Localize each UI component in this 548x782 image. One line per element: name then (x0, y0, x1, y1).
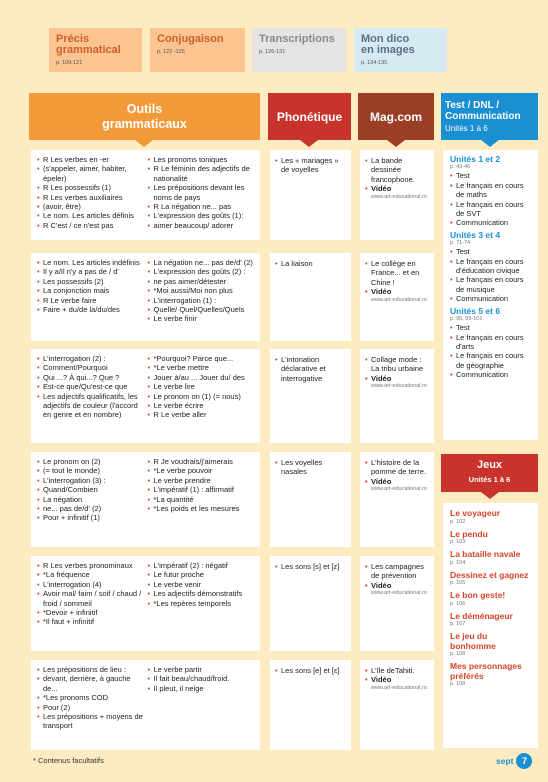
outils-item: • L'interrogation (4) (37, 580, 144, 589)
mag-url: www.art-educational.ro (371, 296, 427, 303)
header-mag-text: Mag.com (369, 109, 422, 124)
outils-item: • L'interrogation (3) : (37, 476, 144, 485)
phonetique-cell-4 (270, 452, 351, 547)
outils-left-list (37, 258, 144, 336)
game-name: La bataille navale (450, 549, 521, 559)
game-page: p. 107 (450, 621, 466, 627)
phonetique-cell-2 (270, 253, 351, 341)
outils-item: • Le verbe venir (148, 580, 255, 589)
units-card (443, 150, 538, 440)
tab-pages: p. 134-135 (361, 60, 388, 66)
tab-title: Précis grammatical (56, 33, 121, 56)
outils-item: • *Les poids et les mesures (148, 504, 255, 513)
tab-2 (252, 28, 346, 72)
outils-item: • Quand/Combien (37, 485, 144, 494)
header-test-sub: Unités 1 à 6 (445, 123, 488, 133)
arrow-outils (135, 140, 153, 147)
outils-item: • devant, derrière, à gauche de... (37, 674, 144, 693)
outils-item: • ne pas aimer/détester (148, 277, 255, 286)
outils-item: • Comment/Pourquoi (37, 363, 144, 372)
outils-left-list (37, 561, 144, 646)
mag-list (365, 562, 429, 590)
game-page: p. 106 (450, 600, 466, 607)
outils-left-list (37, 354, 144, 438)
outils-item: • La négation (37, 495, 144, 504)
outils-item: • ne... pas de/d' (2) (37, 504, 144, 513)
outils-item: • L'interrogation (2) : (37, 354, 144, 363)
outils-item: • R La négation ne... pas (148, 202, 255, 211)
outils-right-list (148, 457, 255, 542)
mag-item: • Le collège en France... et en Chine ! (365, 259, 429, 287)
outils-item: • R Je voudrais/j'aimerais (148, 457, 255, 466)
outils-item: • Pour + infinitif (1) (37, 513, 144, 522)
game-page: p. 108 (450, 681, 466, 687)
game-name: Le bon geste! (450, 590, 506, 600)
outils-right-list (148, 665, 255, 745)
game-name: Le jeu du bonhomme (450, 631, 496, 651)
mag-list (365, 259, 429, 297)
header-phonetique-text: Phonétique (276, 109, 343, 124)
unit-items (450, 171, 531, 227)
unit-item: • Le français en cours de musique (450, 275, 531, 294)
outils-item: • aimer beaucoup/ adorer (148, 221, 255, 230)
arrow-jeux (481, 492, 499, 499)
outils-item: • Qui ...? À qui...? Que ? (37, 373, 144, 382)
outils-item: • Le nom. Les articles définis (37, 211, 144, 220)
outils-right-list (148, 354, 255, 438)
mag-video: • Vidéo (365, 287, 429, 296)
outils-item: • *Le verbe mettre (148, 363, 255, 372)
outils-item: • Est-ce que/Qu'est-ce que (37, 382, 144, 391)
phonetique-list (275, 562, 346, 571)
mag-item: • L'île deTahiti. (365, 666, 429, 675)
mag-cell-3 (360, 349, 434, 443)
outils-item: • R Le verbe faire (37, 296, 144, 305)
mag-cell-1 (360, 150, 434, 240)
mag-cell-6 (360, 660, 434, 750)
unit-title: Unités 1 et 2 (450, 154, 501, 164)
outils-item: • R Les verbes pronominaux (37, 561, 144, 570)
outils-left-list (37, 155, 144, 235)
phonetique-item: • Les sons [e] et [ɛ] (275, 666, 346, 675)
game-name: Le voyageur (450, 508, 501, 518)
game-name: Mes personnages préférés (450, 661, 522, 681)
mag-url: www.art-educational.ro (371, 193, 427, 200)
mag-list (365, 458, 429, 486)
unit-title: Unités 5 et 6 (450, 305, 501, 316)
outils-item: • Le futur proche (148, 570, 255, 579)
game-page: p. 103 (450, 539, 466, 545)
outils-cell-5 (31, 556, 260, 651)
outils-item: • R C'est / ce n'est pas (37, 221, 144, 230)
tab-title: Transcriptions (259, 33, 335, 45)
outils-item: • Faire + du/de la/du/des (37, 305, 144, 314)
outils-item: • (avoir, être) (37, 202, 144, 211)
unit-title: Unités 3 et 4 (450, 229, 501, 240)
arrow-phonetique (300, 140, 318, 147)
outils-item: • R Les verbes en -er (37, 155, 144, 164)
outils-item: • Il fait beau/chaud/froid. (148, 674, 255, 683)
outils-item: • Le pronom on (2) (37, 457, 144, 466)
outils-item: • *Moi aussi/Moi non plus (148, 286, 255, 295)
phonetique-item: • Les « mariages » de voyelles (275, 156, 346, 175)
outils-item: • Le pronom on (1) (= nous) (148, 392, 255, 401)
outils-item: • L'impératif (2) : négatif (148, 561, 255, 570)
outils-item: • Les adjectifs démonstratifs (148, 589, 255, 598)
outils-item: • Le verbe lire (148, 382, 255, 391)
outils-item: • Pour (2) (37, 703, 144, 712)
tab-pages: p. 122 -125 (157, 49, 185, 55)
outils-item: • L'interrogation (1) : (148, 296, 255, 305)
mag-url: www.art-educational.ro (371, 590, 427, 597)
tab-pages: p. 126-131 (259, 49, 286, 55)
header-test-title: Test / DNL / Communication (445, 99, 521, 122)
phonetique-item: • La liaison (275, 259, 346, 268)
unit-pages: p. 71-74 (450, 240, 471, 247)
unit-item: • Le français en cours d'éducation civique (450, 257, 531, 276)
outils-item: • R Le féminin des adjectifs de nationalité (148, 164, 255, 183)
header-outils-text: Outils grammaticaux (102, 101, 187, 131)
mag-url: www.art-educational.ro (371, 486, 427, 493)
arrow-mag (387, 140, 405, 147)
phonetique-list (275, 259, 346, 268)
game-page: p. 104 (450, 559, 466, 566)
outils-item: • *Les repères temporels (148, 599, 255, 608)
outils-item: • Les possessifs (2) (37, 277, 144, 286)
outils-right-list (148, 258, 255, 336)
game-page: p. 108 (450, 651, 466, 657)
outils-item: • Il y a/Il n'y a pas de / d' (37, 267, 144, 276)
unit-item: • Test (450, 247, 531, 256)
phonetique-list (275, 156, 346, 175)
phonetique-list (275, 355, 346, 383)
unit-item: • Le français en cours d'arts (450, 333, 531, 352)
outils-item: • *Il faut + infinitif (37, 617, 144, 626)
outils-item: • R Le verbe aller (148, 410, 255, 419)
game-page: p. 102 (450, 518, 466, 525)
outils-item: • *La quantité (148, 495, 255, 504)
outils-item: • Les prépositions + moyens de transport (37, 712, 144, 731)
outils-item: • Le verbe partir (148, 665, 255, 674)
unit-item: • Test (450, 171, 531, 180)
game-name: Le pendu (450, 528, 488, 539)
phonetique-item: • L'intonation déclarative et interrogative (275, 355, 346, 383)
mag-url: www.art-educational.ro (371, 684, 427, 691)
outils-item: • L'expression des goûts (1): (148, 211, 255, 220)
outils-item: • L'impératif (1) : affirmatif (148, 485, 255, 494)
outils-cell-4 (31, 452, 260, 547)
mag-list (365, 355, 429, 383)
game-name: Le déménageur (450, 610, 513, 621)
phonetique-item: • Les voyelles nasales (275, 458, 346, 477)
outils-item: • *Devoir + infinitif (37, 608, 144, 617)
unit-item: • Communication (450, 370, 531, 379)
outils-item: • (s'appeler, aimer, habiter, épeler) (37, 164, 144, 183)
jeux-title: Jeux (476, 459, 503, 471)
outils-item: • Quelle/ Quel/Quelles/Quels (148, 305, 255, 314)
tab-0 (49, 28, 142, 72)
arrow-test (481, 140, 499, 147)
mag-item: • L'histoire de la pomme de terre. (365, 458, 429, 477)
page-number: 7 (516, 753, 532, 769)
outils-left-list (37, 665, 144, 745)
footnote: * Contenus facultatifs (33, 756, 104, 765)
header-test (441, 93, 538, 140)
unit-item: • Le français en cours de géographie (450, 351, 531, 370)
phonetique-cell-5 (270, 556, 351, 651)
outils-item: • Les adjectifs qualificatifs, les adjectifs de couleur (l'accord en genre et en nombre) (37, 392, 144, 420)
outils-item: • Le verbe finir (148, 314, 255, 323)
outils-item: • *Pourquoi? Parce que... (148, 354, 255, 363)
header-mag (358, 93, 434, 140)
header-outils (29, 93, 260, 140)
unit-item: • Communication (450, 294, 531, 303)
jeux-sub: Unités 1 à 6 (468, 475, 511, 484)
outils-item: • *La fréquence (37, 570, 144, 579)
mag-video: • Vidéo (365, 184, 429, 193)
mag-list (365, 156, 429, 194)
phonetique-list (275, 666, 346, 675)
unit-pages: p. 43-46 (450, 164, 471, 171)
page-footer (496, 753, 532, 769)
outils-cell-1 (31, 150, 260, 240)
mag-cell-2 (360, 253, 434, 341)
tab-pages: p. 109-121 (56, 60, 83, 66)
unit-item: • Communication (450, 218, 531, 227)
outils-item: • L'expression des goûts (2) : (148, 267, 255, 276)
game-name: Dessinez et gagnez (450, 569, 529, 580)
outils-item: • Les pronoms toniques (148, 155, 255, 164)
outils-item: • Les prépositions de lieu : (37, 665, 144, 674)
mag-item: • Collage mode : La tribu urbaine (365, 355, 429, 374)
mag-cell-4 (360, 452, 434, 547)
tab-1 (150, 28, 245, 72)
mag-cell-5 (360, 556, 434, 651)
unit-items (450, 247, 531, 303)
unit-item: • Le français en cours de SVT (450, 200, 531, 219)
header-phonetique (268, 93, 351, 140)
outils-item: • Le verbe écrire (148, 401, 255, 410)
tab-title: Conjugaison (157, 33, 224, 45)
outils-right-list (148, 155, 255, 235)
phonetique-cell-3 (270, 349, 351, 443)
mag-video: • Vidéo (365, 581, 429, 590)
unit-items (450, 323, 531, 379)
mag-item: • Les campagnes de prévention (365, 562, 429, 581)
outils-item: • *Le verbe pouvoir (148, 466, 255, 475)
mag-video: • Vidéo (365, 477, 429, 486)
phonetique-cell-1 (270, 150, 351, 240)
jeux-header (441, 454, 538, 492)
page-word: sept (496, 756, 514, 766)
outils-item: • Le nom. Les articles indéfinis (37, 258, 144, 267)
outils-left-list (37, 457, 144, 542)
game-page: p. 105 (450, 580, 466, 586)
outils-item: • La conjonction mais (37, 286, 144, 295)
mag-item: • La bande dessinée francophone. (365, 156, 429, 184)
outils-right-list (148, 561, 255, 646)
mag-video: • Vidéo (365, 374, 429, 383)
outils-item: • *Les pronoms COD (37, 693, 144, 702)
outils-item: • La négation ne... pas de/d' (2) (148, 258, 255, 267)
unit-pages: p. 95, 99-101 (450, 316, 483, 323)
outils-cell-3 (31, 349, 260, 443)
unit-item: • Test (450, 323, 531, 332)
phonetique-item: • Les sons [s] et [z] (275, 562, 346, 571)
tab-3 (354, 28, 447, 72)
tab-title: Mon dico en images (361, 33, 415, 56)
outils-item: • Jouer à/au ... Jouer du/ des (148, 373, 255, 382)
mag-url: www.art-educational.ro (371, 383, 427, 390)
jeux-card (443, 503, 538, 748)
outils-item: • Le verbe prendre (148, 476, 255, 485)
outils-item: • R Les verbes auxiliaires (37, 193, 144, 202)
outils-item: • Les prépositions devant les noms de pays (148, 183, 255, 202)
phonetique-cell-6 (270, 660, 351, 750)
mag-list (365, 666, 429, 685)
outils-item: • Il pleut, il neige (148, 684, 255, 693)
outils-cell-2 (31, 253, 260, 341)
outils-item: • Avoir mal/ faim / soif / chaud / froid / sommeil (37, 589, 144, 608)
outils-item: • (= tout le monde) (37, 466, 144, 475)
mag-video: • Vidéo (365, 675, 429, 684)
phonetique-list (275, 458, 346, 477)
outils-cell-6 (31, 660, 260, 750)
outils-item: • R Les possessifs (1) (37, 183, 144, 192)
unit-item: • Le français en cours de maths (450, 181, 531, 200)
